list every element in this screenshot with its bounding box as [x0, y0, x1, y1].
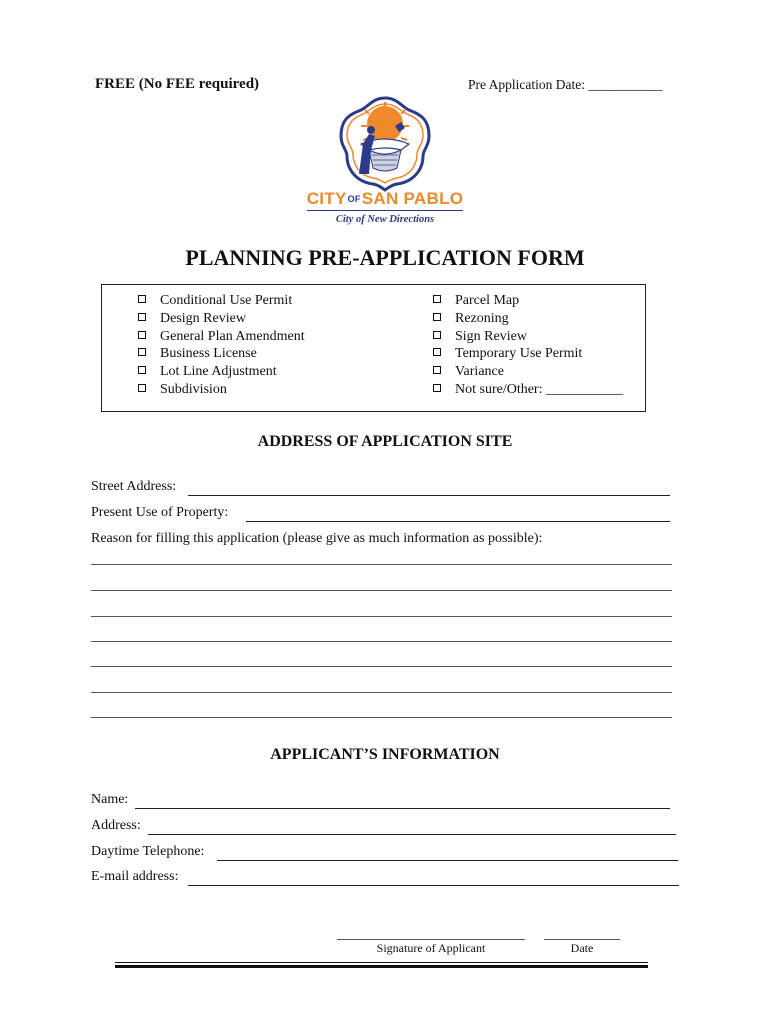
street-address-field[interactable] [188, 495, 670, 496]
applicant-section-heading: APPLICANT’S INFORMATION [270, 746, 500, 763]
present-use-label: Present Use of Property: [91, 505, 229, 520]
option-temporary-use-permit[interactable] [433, 345, 623, 363]
present-use-field[interactable] [246, 521, 670, 522]
footer-rule-thick [115, 965, 648, 968]
option-label: Parcel Map [455, 293, 520, 308]
reason-line-7[interactable] [91, 717, 672, 718]
address-field[interactable] [148, 834, 676, 835]
checkbox-icon[interactable] [433, 313, 441, 321]
city-tagline: City of New Directions [335, 214, 435, 225]
option-label: Rezoning [455, 310, 509, 326]
option-not-sure-other[interactable] [433, 381, 623, 399]
option-label: Sign Review [455, 328, 527, 344]
checkbox-icon[interactable] [138, 331, 146, 339]
signature-date-label: Date [570, 941, 594, 955]
option-label: Business License [160, 346, 257, 362]
email-label: E-mail address: [91, 869, 179, 884]
daytime-telephone-field[interactable] [217, 860, 678, 861]
checkbox-icon[interactable] [433, 348, 441, 356]
option-general-plan-amendment[interactable] [138, 328, 305, 346]
form-title: PLANNING PRE-APPLICATION FORM [185, 245, 585, 270]
signature-label: Signature of Applicant [376, 941, 486, 955]
city-name-suffix: SAN PABLO [361, 189, 464, 208]
city-seal-logo [335, 92, 435, 192]
checkbox-icon[interactable] [138, 295, 146, 303]
option-lot-line-adjustment[interactable] [138, 363, 305, 381]
signature-date-field[interactable] [544, 939, 620, 940]
daytime-telephone-label: Daytime Telephone: [91, 844, 205, 859]
option-subdivision[interactable] [138, 381, 305, 399]
option-rezoning[interactable] [433, 310, 623, 328]
site-section-heading: ADDRESS OF APPLICATION SITE [257, 433, 513, 450]
reason-line-1[interactable] [91, 564, 672, 565]
option-variance[interactable] [433, 363, 623, 381]
footer-rule-thin [115, 962, 648, 963]
city-name-of: OF [347, 194, 361, 204]
signature-field[interactable] [337, 939, 525, 940]
option-label: Conditional Use Permit [160, 293, 293, 308]
option-sign-review[interactable] [433, 328, 623, 346]
option-label: Temporary Use Permit [455, 346, 583, 362]
checkbox-icon[interactable] [138, 366, 146, 374]
city-name [290, 189, 480, 209]
option-label: Not sure/Other: ___________ [455, 381, 623, 397]
option-label: Lot Line Adjustment [160, 364, 277, 380]
name-label: Name: [91, 792, 129, 807]
options-right-column [433, 292, 623, 399]
address-label: Address: [91, 818, 141, 833]
checkbox-icon[interactable] [138, 313, 146, 321]
reason-line-5[interactable] [91, 666, 672, 667]
reason-line-6[interactable] [91, 692, 672, 693]
option-parcel-map[interactable] [433, 292, 623, 310]
option-conditional-use-permit[interactable] [138, 292, 305, 310]
reason-line-3[interactable] [91, 616, 672, 617]
options-left-column [138, 292, 305, 399]
checkbox-icon[interactable] [138, 348, 146, 356]
option-label: Variance [455, 364, 504, 380]
logo-divider [307, 210, 463, 211]
option-label: Subdivision [160, 381, 227, 397]
reason-label: Reason for filling this application (please give as much information as possible): [91, 531, 543, 546]
option-design-review[interactable] [138, 310, 305, 328]
street-address-label: Street Address: [91, 479, 177, 494]
fee-note: FREE (No FEE required) [95, 76, 260, 92]
name-field[interactable] [135, 808, 670, 809]
checkbox-icon[interactable] [433, 331, 441, 339]
email-field[interactable] [188, 885, 679, 886]
option-label: Design Review [160, 310, 246, 326]
checkbox-icon[interactable] [138, 384, 146, 392]
pre-application-date: Pre Application Date: ___________ [468, 77, 663, 92]
checkbox-icon[interactable] [433, 295, 441, 303]
reason-line-4[interactable] [91, 641, 672, 642]
city-name-prefix: CITY [306, 189, 347, 208]
application-type-box [101, 284, 646, 412]
checkbox-icon[interactable] [433, 366, 441, 374]
option-business-license[interactable] [138, 345, 305, 363]
option-label: General Plan Amendment [160, 328, 305, 344]
checkbox-icon[interactable] [433, 384, 441, 392]
reason-line-2[interactable] [91, 590, 672, 591]
